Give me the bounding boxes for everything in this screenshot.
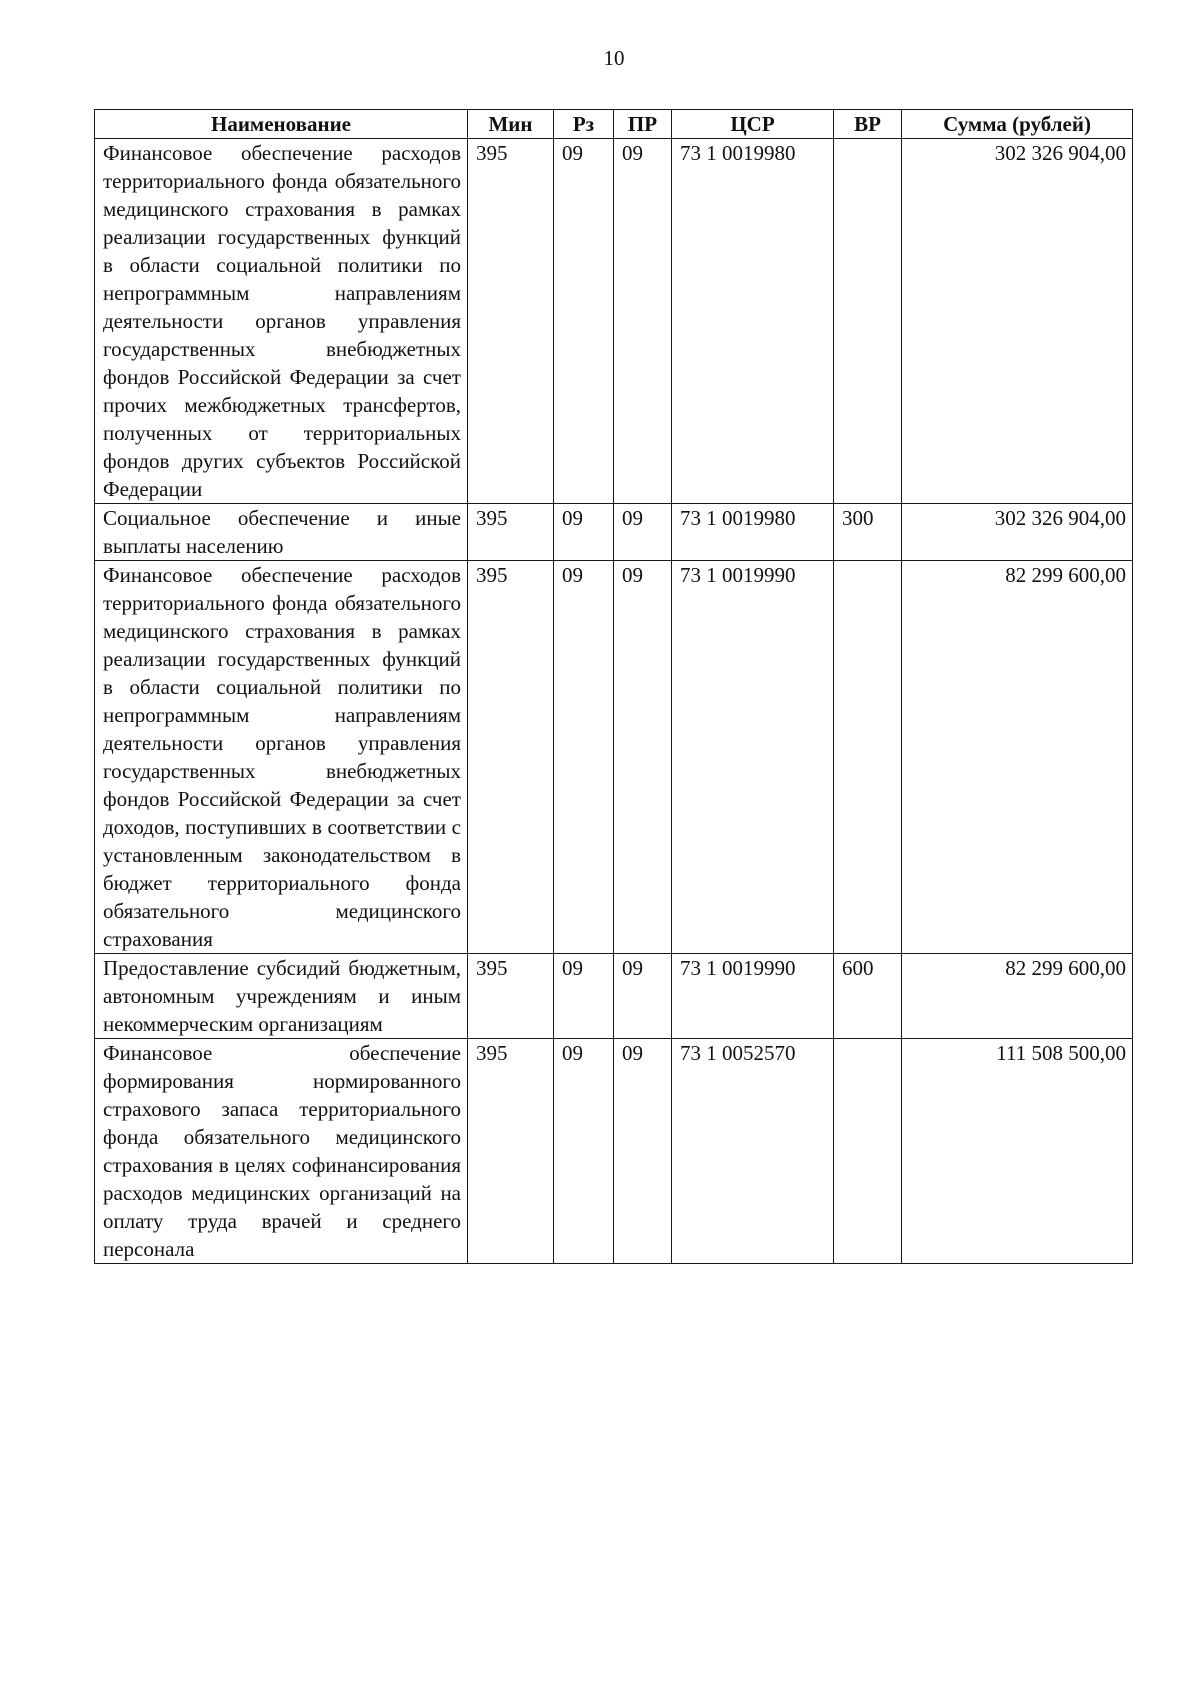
header-sum: Сумма (рублей) — [902, 110, 1133, 139]
cell-name: Финансовое обеспечение расходов территориального фонда обязательного медицинского страхования в рамках реализации государственных функций в области социальной политики по непрограммным направлениям деятельности органов управления государственных внебюджетных фондов Российской Федерации за счет доходов, поступивших в соответствии с установленным законодательством в бюджет территориального фонда обязательного медицинского страхования — [95, 561, 468, 954]
cell-rz: 09 — [554, 561, 614, 954]
page-number: 10 — [603, 46, 625, 70]
cell-vr — [834, 1039, 902, 1264]
header-pr: ПР — [614, 110, 672, 139]
cell-pr: 09 — [614, 139, 672, 504]
table-row — [95, 954, 1133, 1039]
table-header-row — [95, 110, 1133, 139]
cell-min: 395 — [468, 139, 554, 504]
cell-csr: 73 1 0019980 — [672, 139, 834, 504]
cell-vr: 300 — [834, 504, 902, 561]
table-row — [95, 561, 1133, 954]
cell-pr: 09 — [614, 954, 672, 1039]
cell-csr: 73 1 0019990 — [672, 954, 834, 1039]
table-row — [95, 139, 1133, 504]
budget-table — [94, 109, 1133, 1264]
cell-pr: 09 — [614, 504, 672, 561]
cell-sum: 302 326 904,00 — [902, 139, 1133, 504]
cell-csr: 73 1 0019990 — [672, 561, 834, 954]
cell-min: 395 — [468, 561, 554, 954]
table-row — [95, 1039, 1133, 1264]
cell-pr: 09 — [614, 561, 672, 954]
cell-pr: 09 — [614, 1039, 672, 1264]
cell-csr: 73 1 0052570 — [672, 1039, 834, 1264]
cell-rz: 09 — [554, 139, 614, 504]
cell-sum: 82 299 600,00 — [902, 954, 1133, 1039]
cell-min: 395 — [468, 1039, 554, 1264]
table-row — [95, 504, 1133, 561]
header-csr: ЦСР — [672, 110, 834, 139]
cell-name: Предоставление субсидий бюджетным, автономным учреждениям и иным некоммерческим организациям — [95, 954, 468, 1039]
cell-rz: 09 — [554, 954, 614, 1039]
cell-vr — [834, 561, 902, 954]
cell-csr: 73 1 0019980 — [672, 504, 834, 561]
cell-vr — [834, 139, 902, 504]
header-vr: ВР — [834, 110, 902, 139]
cell-rz: 09 — [554, 504, 614, 561]
cell-name: Финансовое обеспечение формирования нормированного страхового запаса территориального фонда обязательного медицинского страхования в целях софинансирования расходов медицинских организаций на оплату труда врачей и среднего персонала — [95, 1039, 468, 1264]
cell-sum: 82 299 600,00 — [902, 561, 1133, 954]
header-rz: Рз — [554, 110, 614, 139]
cell-vr: 600 — [834, 954, 902, 1039]
header-name: Наименование — [95, 110, 468, 139]
cell-name: Социальное обеспечение и иные выплаты населению — [95, 504, 468, 561]
cell-name: Финансовое обеспечение расходов территориального фонда обязательного медицинского страхования в рамках реализации государственных функций в области социальной политики по непрограммным направлениям деятельности органов управления государственных внебюджетных фондов Российской Федерации за счет прочих межбюджетных трансфертов, полученных от территориальных фондов других субъектов Российской Федерации — [95, 139, 468, 504]
cell-sum: 302 326 904,00 — [902, 504, 1133, 561]
cell-sum: 111 508 500,00 — [902, 1039, 1133, 1264]
header-min: Мин — [468, 110, 554, 139]
cell-min: 395 — [468, 954, 554, 1039]
cell-rz: 09 — [554, 1039, 614, 1264]
cell-min: 395 — [468, 504, 554, 561]
